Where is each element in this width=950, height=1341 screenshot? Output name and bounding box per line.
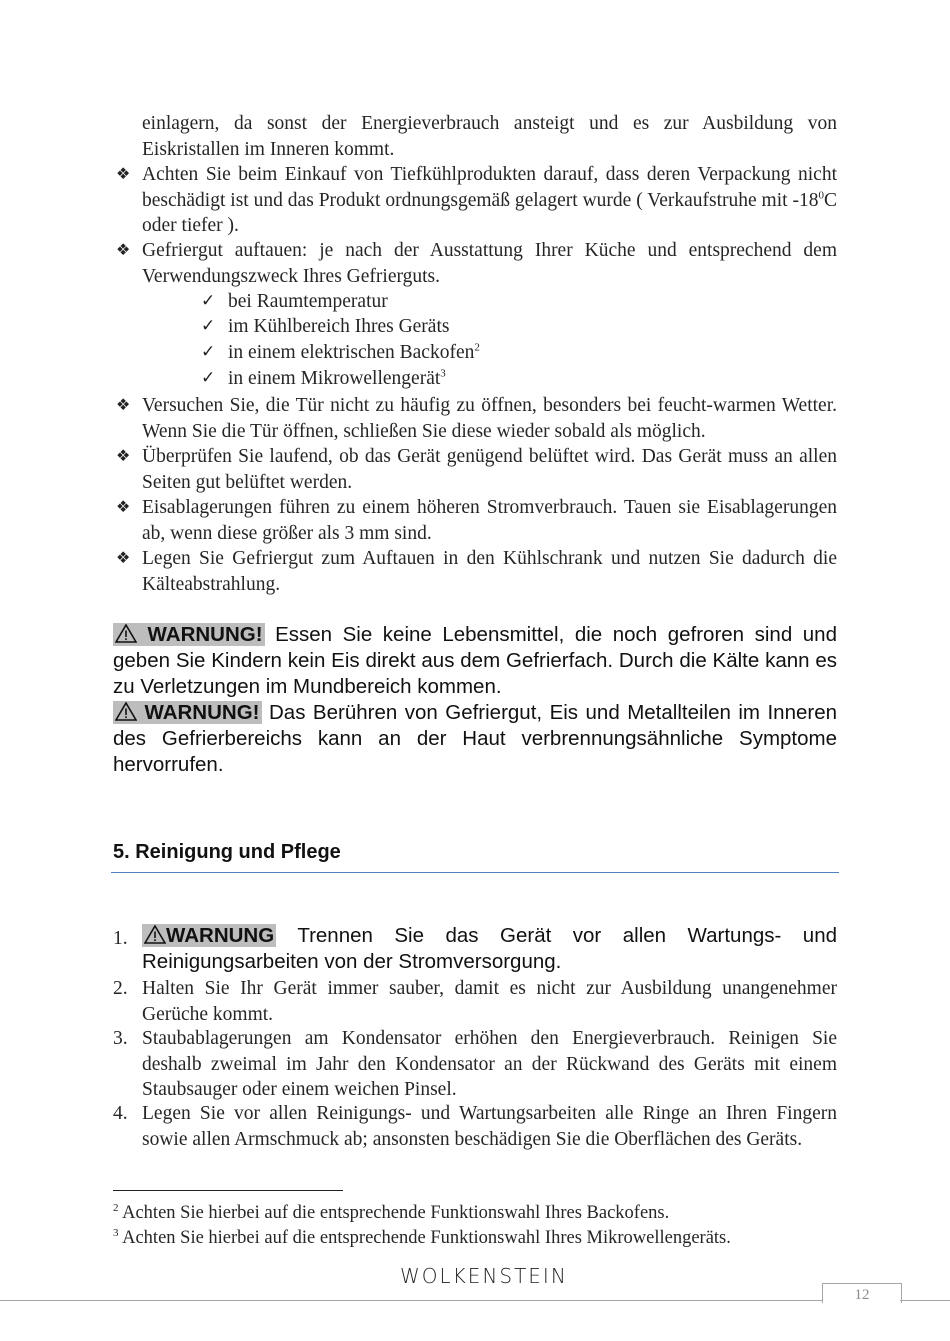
bullet-item: Gefriergut auftauen: je nach der Ausstattung Ihrer Küche und entsprechend dem Verwendungszweck Ihres Gefrierguts.: [142, 240, 837, 287]
check-item: im Kühlbereich Ihres Geräts: [228, 316, 450, 337]
bullet-diamond-icon: ❖: [116, 164, 131, 183]
footer-rule: [0, 1300, 822, 1301]
brand-logo: WOLKENSTEIN: [400, 1264, 568, 1288]
check-item: in einem elektrischen Backofen$^2$: [228, 341, 480, 363]
footnote: $^3$ Achten Sie hierbei auf die entsprechende Funktionswahl Ihres Mikrowellengeräts.: [113, 1226, 731, 1248]
step-number: 1.: [113, 928, 128, 949]
warning-tag: WARNUNG: [142, 924, 276, 947]
bullet-item: Eisablagerungen führen zu einem höheren Stromverbrauch. Tauen sie Eisablagerungen ab, wenn diese größer als 3 mm sind.: [142, 497, 837, 544]
checkmark-icon: ✓: [201, 368, 216, 388]
bullet-diamond-icon: ❖: [116, 240, 131, 259]
step-number: 2.: [113, 978, 128, 999]
step-item: Staubablagerungen am Kondensator erhöhen den Energieverbrauch. Reinigen Sie deshalb zweimal im Jahr den Kondensator an der Rückwand des Geräts mit einem Staubsauger oder einem weichen Pinsel.: [142, 1028, 837, 1100]
checkmark-icon: ✓: [201, 342, 216, 362]
footnote: $^2$ Achten Sie hierbei auf die entsprechende Funktionswahl Ihres Backofens.: [113, 1201, 670, 1223]
warning-paragraph: WARNUNG! Essen Sie keine Lebensmittel, die noch gefroren sind und geben Sie Kindern kein Eis direkt aus dem Gefrierfach. Durch die Kälte kann es zu Verletzungen im Mundbereich kommen.: [113, 623, 837, 698]
warning-triangle-icon: [144, 925, 166, 944]
check-item: bei Raumtemperatur: [228, 291, 388, 312]
bullet-item: Versuchen Sie, die Tür nicht zu häufig zu öffnen, besonders bei feucht-warmen Wetter. Wenn Sie die Tür öffnen, schließen Sie diese wieder sobald als möglich.: [142, 395, 837, 442]
warning-triangle-icon: [115, 624, 137, 643]
bullet-item: Achten Sie beim Einkauf von Tiefkühlprodukten darauf, dass deren Verpackung nicht beschädigt ist und das Produkt ordnungsgemäß gelagert wurde ( Verkaufstruhe mit $-18^0C$ oder tiefer ).: [142, 164, 837, 236]
footnote-separator: [113, 1190, 343, 1191]
page-number: 12: [854, 1287, 870, 1303]
checkmark-icon: ✓: [201, 291, 216, 311]
check-item: in einem Mikrowellengerät$^3$: [228, 367, 446, 389]
section-heading: 5. Reinigung und Pflege: [113, 841, 341, 863]
step-item: Halten Sie Ihr Gerät immer sauber, damit es nicht zur Ausbildung unangenehmer Gerüche kommt.: [142, 978, 837, 1025]
bullet-item: Legen Sie Gefriergut zum Auftauen in den Kühlschrank und nutzen Sie dadurch die Kälteabstrahlung.: [142, 548, 837, 595]
warning-tag: WARNUNG!: [113, 701, 262, 724]
warning-paragraph: WARNUNG! Das Berühren von Gefriergut, Eis und Metallteilen im Inneren des Gefrierbereichs kann an der Haut verbrennungsähnliche Symptome hervorrufen.: [113, 701, 838, 776]
checkmark-icon: ✓: [201, 316, 216, 336]
step-item: WARNUNG Trennen Sie das Gerät vor allen Wartungs- und Reinigungsarbeiten von der Stromversorgung.: [142, 924, 838, 973]
heading-divider: [111, 872, 839, 873]
warning-tag: WARNUNG!: [113, 623, 265, 646]
warning-triangle-icon: [115, 702, 137, 721]
intro-paragraph: einlagern, da sonst der Energieverbrauch ansteigt und es zur Ausbildung von Eiskristallen im Inneren kommt.: [142, 113, 837, 160]
step-number: 4.: [113, 1103, 128, 1124]
bullet-diamond-icon: ❖: [116, 497, 131, 516]
bullet-diamond-icon: ❖: [116, 548, 131, 567]
step-item: Legen Sie vor allen Reinigungs- und Wartungsarbeiten alle Ringe an Ihren Fingern sowie allen Armschmuck ab; ansonsten beschädigen Sie die Oberflächen des Geräts.: [142, 1103, 837, 1150]
footer-rule-tail: [900, 1300, 950, 1301]
bullet-diamond-icon: ❖: [116, 395, 131, 414]
bullet-item: Überprüfen Sie laufend, ob das Gerät genügend belüftet wird. Das Gerät muss an allen Seiten gut belüftet werden.: [142, 446, 837, 493]
bullet-diamond-icon: ❖: [116, 446, 131, 465]
step-number: 3.: [113, 1028, 128, 1049]
